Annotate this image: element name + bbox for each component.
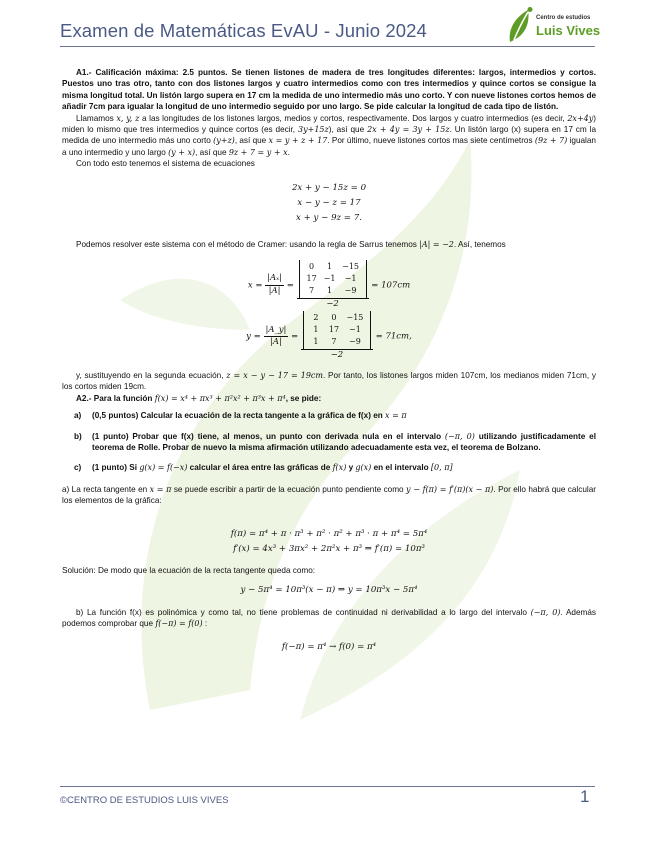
cramer-x-result: = 107cm xyxy=(371,280,411,291)
a1-paragraph-4: y, sustituyendo en la segunda ecuación, z = x − y − 17 = 19cm. Por tanto, los listones largos miden 107cm, los medianos miden 71cm, y los cortos miden 19cm. xyxy=(62,370,597,392)
a1-paragraph-1: Llamamos x, y, z a las longitudes de los listones largos, medios y cortos, respectivamente. Dos largos y cuatro intermedios (es decir, 2x+4y) miden lo mismo que tres intermedios y quince cortos (es decir, 3y+15z), así que 2x + 4y = 3y + 15z. Un listón largo (x) supera en 17 cm la medida de uno intermedio más uno corto (y+z), así que x = y + z + 17. Por último, nueve listones cortos mas siete centímetros (9z + 7) igualan a uno intermedio y uno largo (y + x), así que 9z + 7 = y + x. xyxy=(62,113,596,157)
document-title: Examen de Matemáticas EvAU - Junio 2024 xyxy=(60,20,427,41)
system-equation: x + y − 9z = 7. xyxy=(296,212,362,223)
cramer-y: y = $\frac{|A\_y|}{|A|}$ = 2 0 −15 1 17 −1 1 7 −9 −2 = 71cm, xyxy=(246,313,412,361)
derivative-equations xyxy=(62,527,596,557)
a1-paragraph-3: Podemos resolver este sistema con el método de Cramer: usando la regla de Sarrus tenemos |A| = −2. Así, tenemos xyxy=(76,239,506,249)
header-divider xyxy=(60,46,595,47)
exam-content xyxy=(62,67,596,655)
equation-system xyxy=(62,181,596,226)
cramer-x-matrix-fraction: 0 1 −15 17 −1 −1 7 1 −9 −2 xyxy=(297,260,369,310)
system-equation: x − y − z = 17 xyxy=(297,197,361,208)
footer-divider xyxy=(60,786,595,787)
cramer-y-lhs: y = xyxy=(246,332,261,343)
cramer-y-result: = 71cm, xyxy=(375,332,412,343)
final-equation: f(−π) = π⁴ → f(0) = π⁴ xyxy=(281,641,377,652)
a2-item-b: b) (1 punto) Probar que f(x) tiene, al menos, un punto con derivada nula en el intervalo (−π, 0) utilizando justificadamente el teorema de Rolle. Probar de nuevo la misma afirmación utilizando adecuadamente esta vez, el teorema de Bolzano. xyxy=(74,431,596,452)
a1-paragraph-2: Con todo esto tenemos el sistema de ecuaciones xyxy=(76,159,255,169)
tangent-equation: y − 5π⁴ = 10π³(x − π) ⇒ y = 10π³x − 5π⁴ xyxy=(240,584,418,595)
footer-copyright: ©CENTRO DE ESTUDIOS LUIS VIVES xyxy=(60,795,229,806)
cramer-x-lhs: x = xyxy=(247,280,263,291)
cramer-x: x = $\frac{\text{|Aₓ|}}{|A|}$ = 0 1 −15 17 −1 −1 7 1 −9 −2 = 107cm xyxy=(247,262,411,310)
cramer-x-fraction: $\frac{\text{|Aₓ|}}{|A|}$ xyxy=(267,273,283,296)
logo-name: Luis Vives xyxy=(536,23,601,38)
solution-text: Solución: De modo que la ecuación de la recta tangente queda como: xyxy=(62,565,316,575)
determinant-matrix: 2 0 −15 1 17 −1 1 7 −9 xyxy=(303,311,371,349)
center-logo xyxy=(506,6,602,46)
cramer-y-fraction: $\frac{|A\_y|}{|A|}$ xyxy=(265,324,287,348)
leaf-icon xyxy=(506,6,536,46)
system-equation: 2x + y − 15z = 0 xyxy=(291,182,367,193)
page-number: 1 xyxy=(580,787,590,806)
determinant-matrix: 0 1 −15 17 −1 −1 7 1 −9 xyxy=(299,260,367,298)
a1-statement: A1.- Calificación máxima: 2.5 puntos. Se tienen listones de madera de tres longitudes diferentes: largos, intermedios y cortos. Puestos uno tras otro, tanto con dos listones largos y cuatro intermedios como con tres intermedios y quince cortos se consigue la misma longitud total. Un listón largo supera en 17 cm la medida de uno intermedio más uno corto. Y con nueve listones cortos hemos de añadir 7cm para igualar la longitud de uno intermedio seguido por uno largo. Se pide calcular la longitud de cada tipo de listón. xyxy=(62,68,596,112)
a2-solution-b: b) La función f(x) es polinómica y como tal, no tiene problemas de continuidad ni derivabilidad a lo largo del intervalo (−π, 0). Además podemos comprobar que f(−π) = f(0) : xyxy=(62,607,596,629)
equation-f-pi: f(π) = π⁴ + π · π³ + π² · π² + π³ · π + π⁴ = 5π⁴ xyxy=(230,528,428,539)
a2-item-c: c) (1 punto) Si g(x) = f(−x) calcular el área entre las gráficas de f(x) y g(x) en el intervalo [0, π] xyxy=(74,463,453,473)
logo-subtitle: Centro de estudios xyxy=(536,15,591,21)
equation-f-prime: f′(x) = 4x³ + 3πx² + 2π²x + π³ ⇒ f′(π) = 10π³ xyxy=(233,543,425,554)
a2-statement: A2.- Para la función f(x) = x⁴ + πx³ + π²x² + π³x + π⁴, se pide: xyxy=(76,393,322,403)
a2-item-a: a) (0,5 puntos) Calcular la ecuación de la recta tangente a la gráfica de f(x) en x = π xyxy=(74,411,407,421)
a2-solution-a: a) La recta tangente en x = π se puede escribir a partir de la ecuación punto pendiente como y − f(π) = f′(π)(x − π). Por ello habrá que calcular los elementos de la gráfica: xyxy=(62,484,596,506)
cramer-y-matrix-fraction: 2 0 −15 1 17 −1 1 7 −9 −2 xyxy=(301,311,373,361)
